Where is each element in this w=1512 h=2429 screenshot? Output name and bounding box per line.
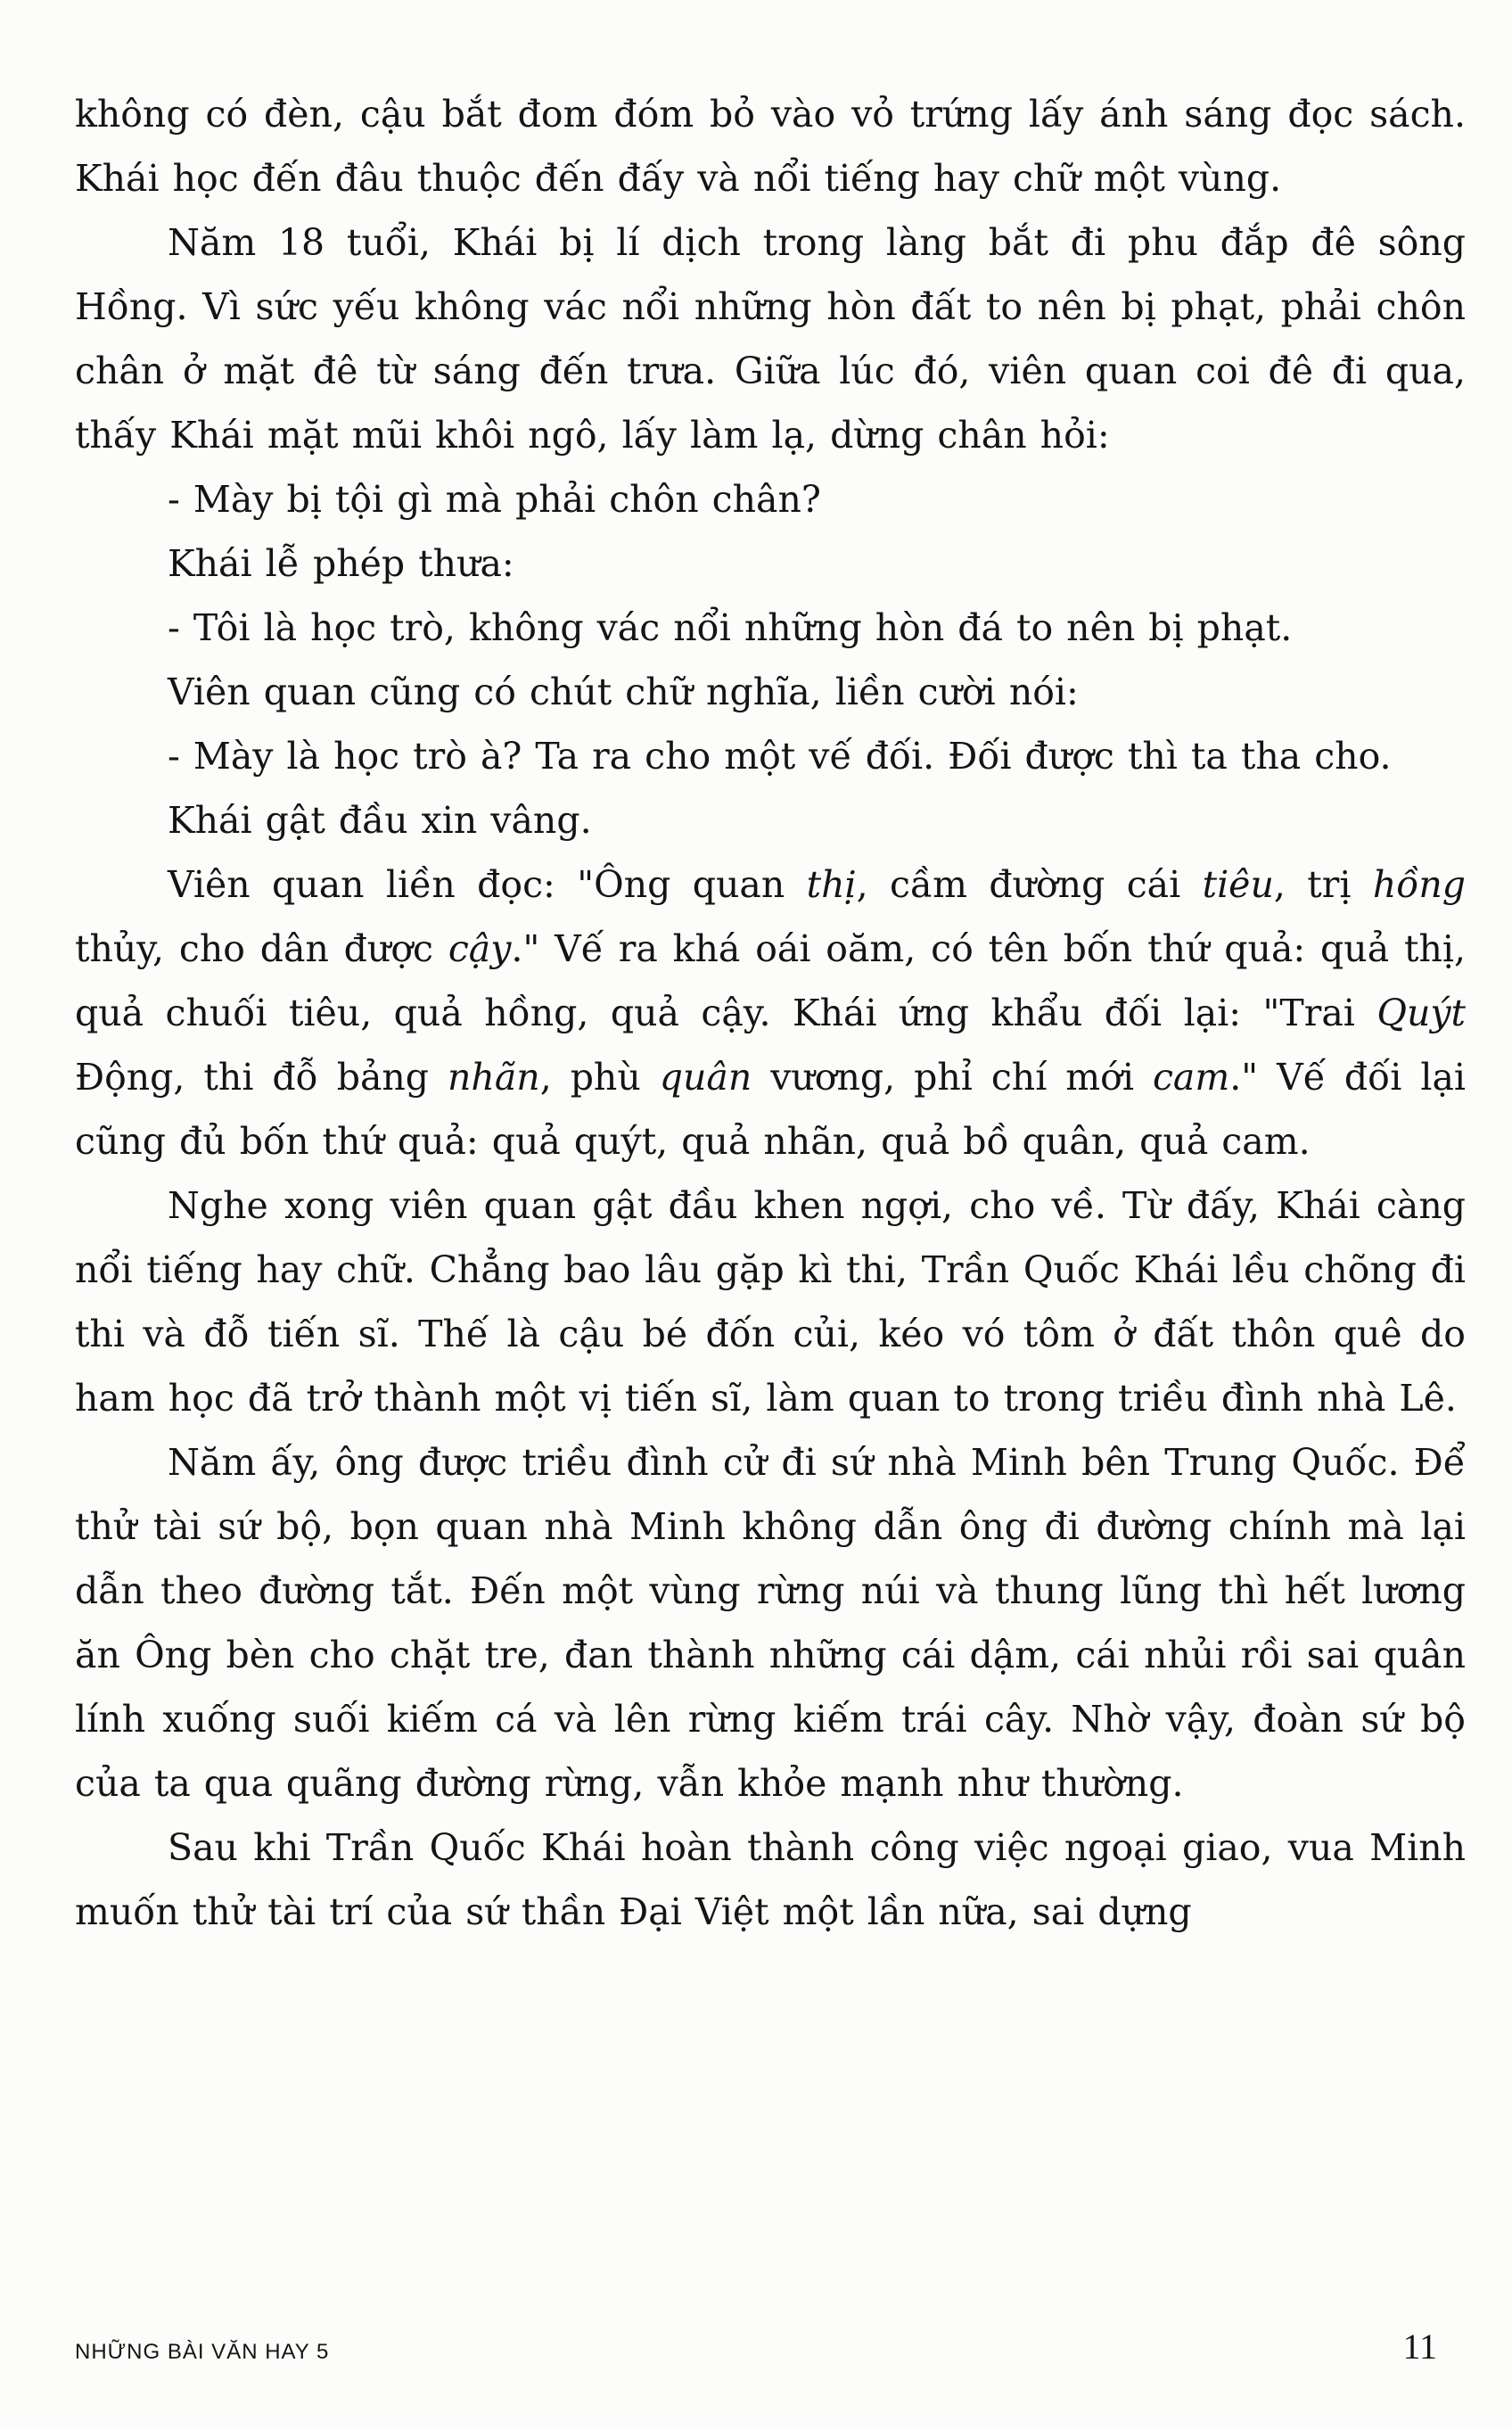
paragraph-ming-test: Sau khi Trần Quốc Khái hoàn thành công việc ngoại giao, vua Minh muốn thử tài trí của sứ thần Đại Việt một lần nữa, sai dựng <box>75 1826 1466 1933</box>
italic-fruit-word: thị <box>806 863 857 906</box>
italic-fruit-word: tiêu <box>1202 863 1274 906</box>
text-segment: thủy, cho dân được <box>75 927 448 970</box>
paragraph-couplet <box>75 852 1466 1173</box>
text-segment: , phù <box>539 1056 660 1099</box>
text-segment: ." Vế đối lại cũng đủ bốn thứ quả: quả quýt, quả nhãn, quả bồ quân, quả cam. <box>75 1056 1466 1163</box>
page-number: 11 <box>1402 2326 1437 2367</box>
italic-fruit-word: cậy <box>448 927 512 970</box>
italic-fruit-word: nhãn <box>448 1056 540 1099</box>
italic-fruit-word: hồng <box>1372 863 1466 906</box>
paragraph-praise: Nghe xong viên quan gật đầu khen ngợi, cho về. Từ đấy, Khái càng nổi tiếng hay chữ. Chẳng bao lâu gặp kì thi, Trần Quốc Khái lều chõng đi thi và đỗ tiến sĩ. Thế là cậu bé đốn củi, kéo vó tôm ở đất thôn quê do ham học đã trở thành một vị tiến sĩ, làm quan to trong triều đình nhà Lê. <box>75 1184 1466 1420</box>
text-segment: Viên quan liền đọc: "Ông quan <box>168 863 807 906</box>
italic-fruit-word: quân <box>659 1056 752 1099</box>
text-segment: ." Vế ra khá oái oăm, có tên bốn thứ quả: quả thị, quả chuối tiêu, quả hồng, quả cậy. Khái ứng khẩu đối lại: "Trai <box>75 927 1466 1034</box>
paragraph-official-laughs: Viên quan cũng có chút chữ nghĩa, liền cười nói: <box>168 671 1079 713</box>
dialogue-official-challenge: - Mày là học trò à? Ta ra cho một vế đối. Đối được thì ta tha cho. <box>168 735 1392 778</box>
paragraph-dike-punishment: Năm 18 tuổi, Khái bị lí dịch trong làng bắt đi phu đắp đê sông Hồng. Vì sức yếu không vác nổi những hòn đất to nên bị phạt, phải chôn chân ở mặt đê từ sáng đến trưa. Giữa lúc đó, viên quan coi đê đi qua, thấy Khái mặt mũi khôi ngô, lấy làm lạ, dừng chân hỏi: <box>75 221 1466 457</box>
book-title: NHỮNG BÀI VĂN HAY 5 <box>75 2340 330 2364</box>
dialogue-official-question: - Mày bị tội gì mà phải chôn chân? <box>168 478 821 521</box>
paragraph-continuation: không có đèn, cậu bắt đom đóm bỏ vào vỏ trứng lấy ánh sáng đọc sách. Khái học đến đâu thuộc đến đấy và nổi tiếng hay chữ một vùng. <box>75 93 1466 200</box>
paragraph-embassy: Năm ấy, ông được triều đình cử đi sứ nhà Minh bên Trung Quốc. Để thử tài sứ bộ, bọn quan nhà Minh không dẫn ông đi đường chính mà lại dẫn theo đường tắt. Đến một vùng rừng núi và thung lũng thì hết lương ăn Ông bèn cho chặt tre, đan thành những cái dậm, cái nhủi rồi sai quân lính xuống suối kiếm cá và lên rừng kiếm trái cây. Nhờ vậy, đoàn sứ bộ của ta qua quãng đường rừng, vẫn khỏe mạnh như thường. <box>75 1441 1466 1805</box>
paragraph-khai-reply-intro: Khái lễ phép thưa: <box>168 542 514 585</box>
page-body <box>75 82 1466 1944</box>
text-segment: , cầm đường cái <box>856 863 1203 906</box>
text-segment: Động, thi đỗ bảng <box>75 1056 448 1099</box>
paragraph-khai-agrees: Khái gật đầu xin vâng. <box>168 799 592 842</box>
text-segment: vương, phỉ chí mới <box>752 1056 1153 1099</box>
text-segment: , trị <box>1273 863 1373 906</box>
italic-fruit-word: cam <box>1152 1056 1230 1099</box>
page-footer <box>75 2326 1437 2379</box>
dialogue-khai-answer: - Tôi là học trò, không vác nổi những hòn đá to nên bị phạt. <box>168 606 1293 649</box>
italic-fruit-word: Quýt <box>1376 992 1466 1034</box>
